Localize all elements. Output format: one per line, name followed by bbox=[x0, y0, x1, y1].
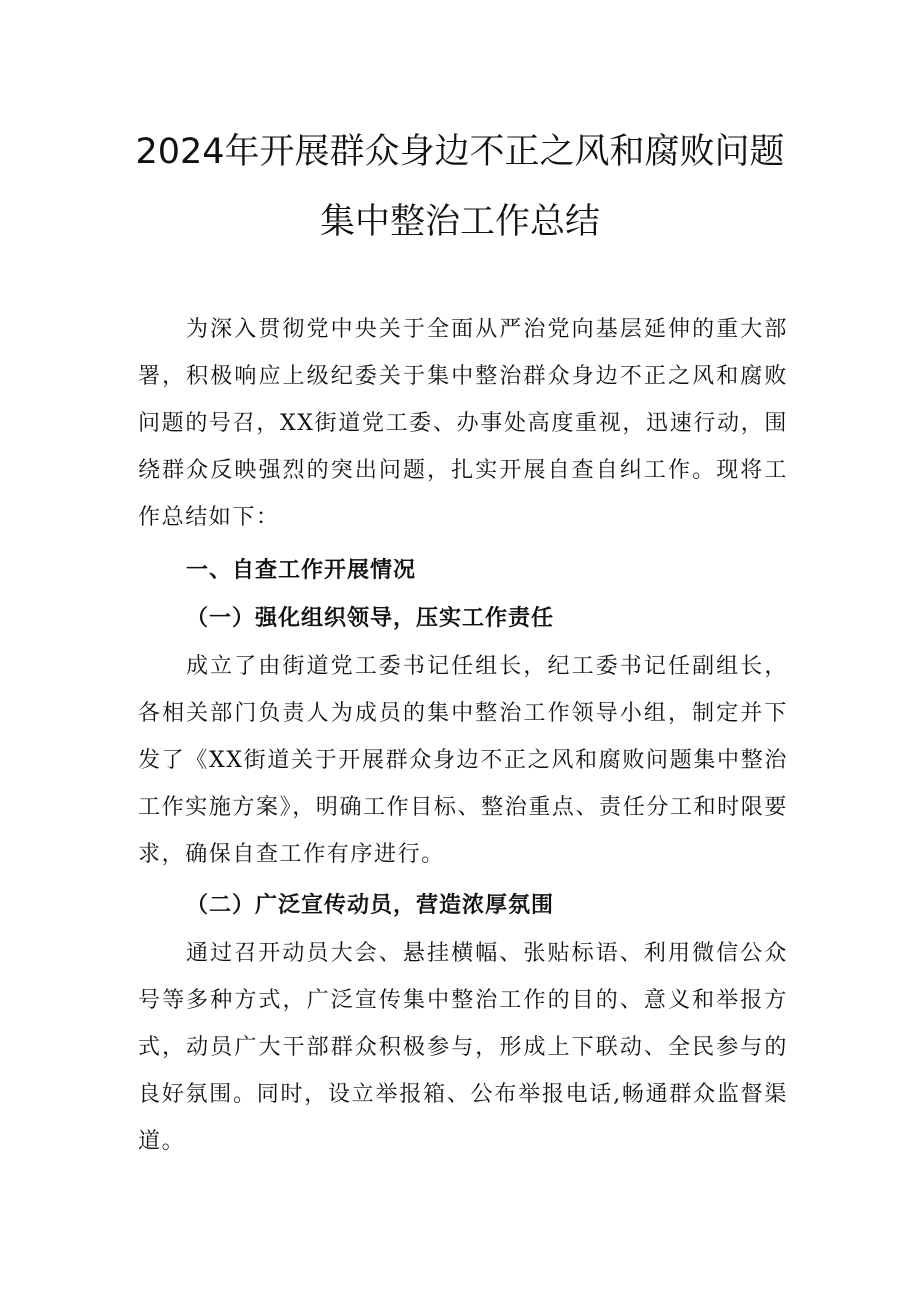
subsection-2-heading: （二）广泛宣传动员，营造浓厚氛围 bbox=[186, 892, 555, 918]
subsection-1-heading: （一）强化组织领导，压实工作责任 bbox=[186, 605, 555, 631]
document-title-line-1: 2024年开展群众身边不正之风和腐败问题 bbox=[135, 132, 785, 172]
intro-paragraph: 为深入贯彻党中央关于全面从严治党向基层延伸的重大部署，积极响应上级纪委关于集中整治群众身边不正之风和腐败问题的号召，XX街道党工委、办事处高度重视，迅速行动，围绕群众反映强烈的突出问题，扎实开展自查自纠工作。现将工作总结如下： bbox=[138, 317, 788, 530]
subsection-1-paragraph: 成立了由街道党工委书记任组长，纪工委书记任副组长，各相关部门负责人为成员的集中整治工作领导小组，制定并下发了《XX街道关于开展群众身边不正之风和腐败问题集中整治工作实施方案》，明确工作目标、整治重点、责任分工和时限要求，确保自查工作有序进行。 bbox=[138, 654, 788, 867]
section-1-heading: 一、自查工作开展情况 bbox=[186, 558, 417, 583]
document-title-line-2: 集中整治工作总结 bbox=[319, 202, 600, 242]
subsection-2-paragraph: 通过召开动员大会、悬挂横幅、张贴标语、利用微信公众号等多种方式，广泛宣传集中整治工作的目的、意义和举报方式，动员广大干部群众积极参与，形成上下联动、全民参与的良好氛围。同时，设立举报箱、公布举报电话,畅通群众监督渠道。 bbox=[138, 941, 788, 1154]
